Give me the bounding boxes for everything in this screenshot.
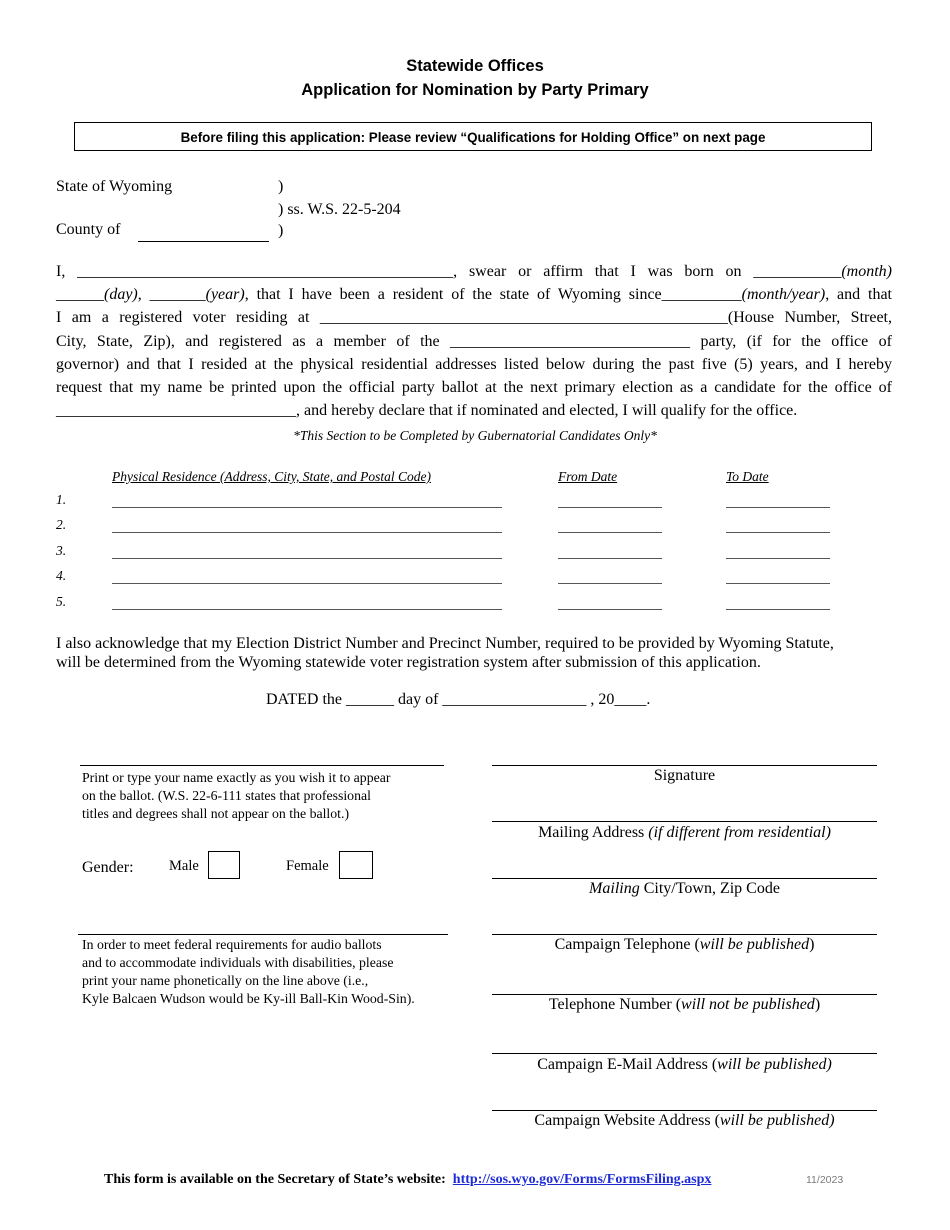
dated-line: DATED the ______ day of __________________ , 20____.: [266, 691, 651, 708]
campaign-email-line[interactable]: [492, 1053, 877, 1054]
campaign-website-label: [492, 1112, 877, 1130]
row-number: 3.: [56, 543, 67, 558]
campaign-email-text: Campaign E-Mail Address (: [537, 1056, 718, 1073]
signature-label: Signature: [653, 767, 716, 784]
phonetic-instructions-line: print your name phonetically on the line above (i.e.,: [82, 973, 369, 988]
col-header-to: To Date: [726, 469, 769, 484]
campaign-website-line[interactable]: [492, 1110, 877, 1111]
oath-line-6: request that my name be printed upon the official party ballot at the next primary election as a candidate for the office of: [56, 379, 892, 397]
year-label: (year): [205, 286, 245, 304]
oath-line-4: City, State, Zip), and registered as a member of the ______________________________ party, (if for the office of: [56, 332, 892, 350]
address-line[interactable]: [112, 507, 502, 508]
year-blank: , _______: [137, 286, 206, 304]
mailing-address-text: Mailing Address: [538, 824, 649, 841]
campaign-telephone-line[interactable]: [492, 934, 877, 935]
address-line[interactable]: [112, 532, 502, 533]
gubernatorial-note: *This Section to be Completed by Gubernatorial Candidates Only*: [293, 428, 657, 443]
city-zip-label: [492, 880, 877, 898]
resident-since-text: , that I have been a resident of the state of Wyoming since__________: [244, 286, 742, 304]
address-line[interactable]: [112, 558, 502, 559]
to-date-line[interactable]: [726, 609, 830, 610]
phonetic-instructions: [82, 936, 415, 1008]
phonetic-instructions-line: In order to meet federal requirements for audio ballots: [82, 937, 382, 952]
row-number: 1.: [56, 492, 67, 507]
oath-line-2-end: , and that: [825, 286, 892, 304]
mailing-address-note: (if different from residential): [648, 824, 831, 841]
to-date-line[interactable]: [726, 558, 830, 559]
campaign-telephone-label: [492, 936, 877, 954]
acknowledgment-line-1: I also acknowledge that my Election District Number and Precinct Number, required to be provided by Wyoming Statute,: [56, 635, 834, 652]
oath-line-2: [56, 283, 892, 306]
oath-paragraph: [56, 260, 892, 422]
city-zip-text: City/Town, Zip Code: [639, 880, 780, 897]
county-input-line[interactable]: [138, 241, 269, 242]
campaign-telephone-close: ): [809, 936, 815, 953]
oath-line-5: governor) and that I resided at the physical residential addresses listed below during the past five (5) years, and I hereby: [56, 355, 892, 373]
campaign-website-note: will be published): [719, 1112, 835, 1129]
month-year-label: (month/year): [741, 286, 826, 304]
telephone-label: [492, 996, 877, 1014]
phonetic-instructions-line: and to accommodate individuals with disabilities, please: [82, 955, 394, 970]
name-instructions-line: titles and degrees shall not appear on the ballot.): [82, 806, 350, 821]
name-instructions: [82, 769, 390, 823]
from-date-line[interactable]: [558, 583, 662, 584]
name-input-line[interactable]: [80, 765, 444, 766]
col-header-from: From Date: [558, 469, 618, 484]
forms-link[interactable]: http://sos.wyo.gov/Forms/FormsFiling.aspx: [452, 1172, 712, 1187]
state-label: State of Wyoming: [56, 178, 173, 195]
male-checkbox[interactable]: [208, 851, 240, 879]
mailing-address-line[interactable]: [492, 821, 877, 822]
county-label: County of: [56, 221, 121, 238]
telephone-text: Telephone Number (: [548, 996, 682, 1013]
city-zip-line[interactable]: [492, 878, 877, 879]
oath-line-3: I am a registered voter residing at ___________________________________________________(House Number, Street,: [56, 309, 892, 327]
to-date-line[interactable]: [726, 532, 830, 533]
acknowledgment-line-2: will be determined from the Wyoming statewide voter registration system after submission of this application.: [56, 654, 761, 671]
footer: [104, 1172, 711, 1188]
to-date-line[interactable]: [726, 507, 830, 508]
campaign-email-note: will be published): [717, 1056, 832, 1073]
footer-text: This form is available on the Secretary of State’s website:: [104, 1172, 446, 1187]
name-instructions-line: Print or type your name exactly as you wish it to appear: [82, 770, 391, 785]
form-version: 11/2023: [806, 1174, 844, 1186]
from-date-line[interactable]: [558, 532, 662, 533]
from-date-line[interactable]: [558, 507, 662, 508]
female-label: Female: [286, 858, 329, 874]
notice-box: Before filing this application: Please review “Qualifications for Holding Office” on next page: [74, 122, 872, 151]
signature-line[interactable]: [492, 765, 877, 766]
month-label: (month): [841, 263, 892, 280]
campaign-telephone-note: will be published: [699, 936, 810, 953]
telephone-line[interactable]: [492, 994, 877, 995]
day-label: (day): [104, 286, 138, 304]
name-instructions-line: on the ballot. (W.S. 22-6-111 states that professional: [82, 788, 371, 803]
gender-label: Gender:: [82, 859, 134, 876]
campaign-telephone-text: Campaign Telephone (: [554, 936, 700, 953]
from-date-line[interactable]: [558, 609, 662, 610]
day-blank: ______: [56, 286, 104, 304]
telephone-note: will not be published: [681, 996, 815, 1013]
address-line[interactable]: [112, 583, 502, 584]
oath-line-7: ______________________________, and hereby declare that if nominated and elected, I will qualify for the office.: [56, 402, 798, 420]
row-number: 4.: [56, 568, 67, 583]
telephone-close: ): [814, 996, 821, 1013]
city-zip-prefix: Mailing: [589, 880, 640, 897]
mailing-address-label: [492, 824, 877, 842]
address-line[interactable]: [112, 609, 502, 610]
male-label: Male: [169, 858, 199, 874]
oath-line-1-text: I, _______________________________________________, swear or affirm that I was born on ___________: [56, 263, 842, 280]
campaign-email-label: [492, 1056, 877, 1074]
venue-statute: ) ss. W.S. 22-5-204: [278, 201, 401, 218]
row-number: 2.: [56, 517, 67, 532]
venue-paren-top: ): [278, 178, 284, 195]
female-checkbox[interactable]: [339, 851, 373, 879]
col-header-address: Physical Residence (Address, City, State, and Postal Code): [112, 469, 431, 484]
page-title: Statewide Offices: [406, 57, 544, 75]
phonetic-name-input-line[interactable]: [78, 934, 448, 935]
campaign-website-text: Campaign Website Address (: [534, 1112, 720, 1129]
from-date-line[interactable]: [558, 558, 662, 559]
acknowledgment: [56, 634, 892, 672]
venue-paren-bottom: ): [278, 222, 284, 239]
row-number: 5.: [56, 594, 67, 609]
phonetic-instructions-line: Kyle Balcaen Wudson would be Ky-ill Ball-Kin Wood-Sin).: [82, 991, 415, 1006]
to-date-line[interactable]: [726, 583, 830, 584]
oath-line-1: [56, 260, 892, 283]
page-subtitle: Application for Nomination by Party Primary: [301, 81, 649, 99]
